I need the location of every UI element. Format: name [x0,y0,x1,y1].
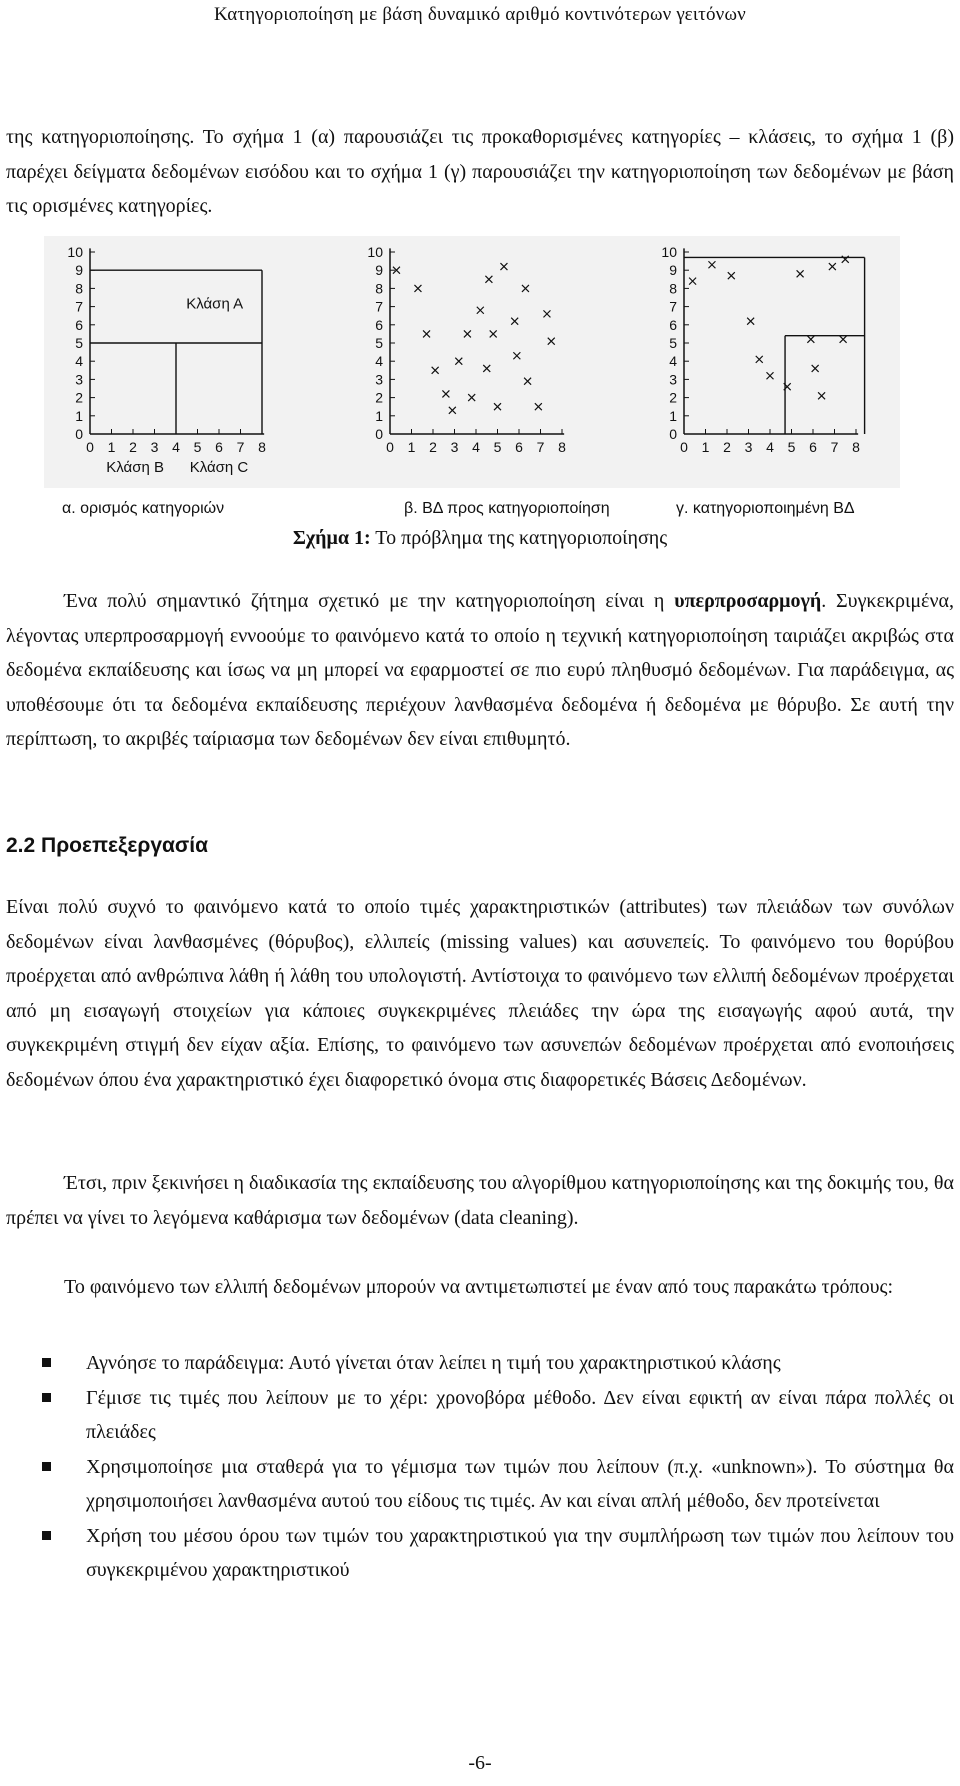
list-item [6,1346,954,1381]
y-tick-label: 3 [375,371,383,388]
running-header: Κατηγοριοποίηση με βάση δυναμικό αριθμό κοντινότερων γειτόνων [214,4,746,25]
y-tick-label: 4 [375,353,383,370]
bullet-square-icon [42,1462,51,1471]
y-tick-label: 3 [75,371,83,388]
preprocessing-paragraph: Είναι πολύ συχνό το φαινόμενο κατά το οποίο τιμές χαρακτηριστικών (attributes) των πλειάδων των συνόλων δεδομένων είναι λανθασμένες (θόρυβος), ελλιπείς (missing values) και ασυνεπείς. Το φαινόμενο του θορύβου προέρχεται από ανθρώπινα λάθη ή λάθη του υπολογιστή. Αντίστοιχα το φαινόμενο των ελλιπή δεδομένων προέρχεται από μη εισαγωγή στοιχείων για κάποιες συγκεκριμένες πλειάδες την ώρα της εισαγωγής αφού αυτά, την συγκεκριμένη στιγμή δεν είχαν αξία. Επίσης, το φαινόμενο των ασυνεπών δεδομένων προέρχεται από ενοποιήσεις δεδομένων όπου ένα χαρακτηριστικό έχει διαφορετικό όνομα στις διαφορετικές Βάσεις Δεδομένων. [6,896,954,1091]
data-point [840,336,847,343]
y-tick-label: 8 [75,280,83,297]
y-tick-label: 2 [75,389,83,406]
data-point [812,365,819,372]
y-tick-label: 0 [75,426,83,442]
figure-1-graphic [44,236,900,488]
x-tick-label: 3 [450,439,459,455]
data-point [455,358,462,365]
intro-paragraph: της κατηγοριοποίησης. Το σχήμα 1 (α) παρουσιάζει τις προκαθορισμένες κατηγορίες – κλάσεις, το σχήμα 1 (β) παρέχει δείγματα δεδομένων εισόδου και το σχήμα 1 (γ) παρουσιάζει την κατηγοριοποίηση των δεδομένων με βάση τις ορισμένες κατηγορίες. [6,126,954,217]
y-tick-label: 2 [375,389,383,406]
x-tick-label: 5 [787,439,796,455]
x-tick-label: 4 [472,439,480,455]
y-tick-label: 3 [669,371,677,388]
x-tick-label: 5 [193,439,202,455]
bullet-square-icon [42,1358,51,1367]
overfitting-term: υπερπροσαρμογή [674,590,822,612]
panel-b-input-data [367,244,566,455]
figure-title-label: Σχήμα 1: [292,527,371,549]
caption-panel-b: β. ΒΔ προς κατηγοριοποίηση [404,500,610,517]
y-tick-label: 0 [375,426,383,442]
y-tick-label: 9 [375,262,383,279]
data-point [513,352,520,359]
data-point [522,285,529,292]
section-heading: 2.2 Προεπεξεργασία [6,834,209,857]
data-point [535,403,542,410]
x-tick-label: 7 [830,439,839,455]
y-tick-label: 4 [669,353,677,370]
figure-title [0,527,960,550]
class-a-label: Κλάση Α [186,295,244,313]
panel-c-classified-data [661,244,864,455]
data-point [767,372,774,379]
data-point [464,330,471,337]
y-tick-label: 9 [669,262,677,279]
data-point [689,278,696,285]
class-b-label: Κλάση Β [106,459,165,476]
x-tick-label: 0 [680,439,688,455]
figure-title-text: Το πρόβλημα της κατηγοριοποίησης [370,527,668,549]
y-tick-label: 10 [367,244,383,260]
data-point [818,392,825,399]
x-tick-label: 8 [258,439,266,455]
y-tick-label: 8 [669,280,677,297]
y-tick-label: 5 [375,335,383,351]
y-tick-label: 6 [75,316,83,333]
data-point [432,367,439,374]
data-point [414,285,421,292]
data-point [543,310,550,317]
data-point [485,276,492,283]
data-point [490,330,497,337]
figure-1 [44,236,900,488]
data-point [728,272,735,279]
x-tick-label: 5 [493,439,502,455]
x-tick-label: 2 [129,439,137,455]
y-tick-label: 2 [669,389,677,406]
list-item-text: Αγνόησε το παράδειγμα: Αυτό γίνεται όταν λείπει η τιμή του χαρακτηριστικού κλάσης [86,1352,781,1374]
data-point [442,390,449,397]
list-item [6,1381,954,1450]
y-tick-label: 7 [669,298,677,315]
data-point [477,307,484,314]
y-tick-label: 10 [661,244,677,260]
x-tick-label: 3 [744,439,753,455]
data-point [511,318,518,325]
y-tick-label: 4 [75,353,83,370]
x-tick-label: 2 [723,439,731,455]
data-point [747,318,754,325]
x-tick-label: 0 [86,439,94,455]
list-item-text: Χρήση του μέσου όρου των τιμών του χαρακτηριστικού για την συμπλήρωση των τιμών που λείπουν του συγκεκριμένου χαρακτηριστικού [86,1524,954,1581]
x-tick-label: 8 [852,439,860,455]
y-tick-label: 1 [669,407,677,424]
y-tick-label: 7 [75,298,83,315]
data-point [548,338,555,345]
caption-panel-a: α. ορισμός κατηγοριών [62,500,225,517]
list-item-text: Γέμισε τις τιμές που λείπουν με το χέρι: χρονοβόρα μέθοδο. Δεν είναι εφικτή αν είναι πάρα πολλές οι πλειάδες [86,1386,954,1443]
page-number: -6- [468,1752,492,1774]
list-item [6,1519,954,1588]
data-point [829,263,836,270]
data-point [468,394,475,401]
data-point [524,378,531,385]
y-tick-label: 8 [375,280,383,297]
x-tick-label: 3 [150,439,159,455]
data-point [483,365,490,372]
x-tick-label: 6 [515,439,523,455]
y-tick-label: 7 [375,298,383,315]
missing-values-list [6,1346,954,1588]
bullet-square-icon [42,1531,51,1540]
x-tick-label: 8 [558,439,566,455]
overfitting-paragraph [6,584,954,757]
x-tick-label: 4 [766,439,774,455]
list-item-text: Χρησιμοποίησε μια σταθερά για το γέμισμα των τιμών που λείπουν (π.χ. «unknown»). Το σύστημα θα χρησιμοποιήσει λανθασμένα αυτού του είδους τις τιμές. Αν και είναι απλή μέθοδο, δεν προτείνεται [86,1455,954,1512]
list-item [6,1450,954,1519]
data-point [449,407,456,414]
data-point [423,330,430,337]
x-tick-label: 7 [536,439,545,455]
data-point [797,270,804,277]
x-tick-label: 0 [386,439,394,455]
x-tick-label: 7 [236,439,245,455]
x-tick-label: 1 [407,439,416,455]
y-tick-label: 0 [669,426,677,442]
data-point [494,403,501,410]
y-tick-label: 6 [375,316,383,333]
class-c-label: Κλάση C [189,459,249,476]
x-tick-label: 2 [429,439,437,455]
data-cleaning-paragraph: Έτσι, πριν ξεκινήσει η διαδικασία της εκπαίδευσης του αλγορίθμου κατηγοριοποίησης και της δοκιμής του, θα πρέπει να γίνει το λεγόμενα καθάρισμα των δεδομένων (data cleaning). [6,1172,954,1229]
data-point [708,261,715,268]
bullet-square-icon [42,1393,51,1402]
y-tick-label: 1 [375,407,383,424]
y-tick-label: 5 [75,335,83,351]
x-tick-label: 6 [809,439,817,455]
data-point [807,336,814,343]
data-point [500,263,507,270]
y-tick-label: 10 [67,244,83,260]
panel-a-definition [67,244,266,476]
x-tick-label: 1 [107,439,116,455]
overfitting-lead: Ένα πολύ σημαντικό ζήτημα σχετικό με την κατηγοριοποίηση είναι η [64,590,675,612]
x-tick-label: 6 [215,439,223,455]
y-tick-label: 6 [669,316,677,333]
y-tick-label: 5 [669,335,677,351]
caption-panel-c: γ. κατηγοριοποιημένη ΒΔ [676,500,855,517]
x-tick-label: 4 [172,439,180,455]
missing-values-paragraph: Το φαινόμενο των ελλιπή δεδομένων μπορούν να αντιμετωπιστεί με έναν από τους παρακάτω τρόπους: [64,1276,894,1298]
y-tick-label: 9 [75,262,83,279]
overfitting-rest: . Συγκεκριμένα, λέγοντας υπερπροσαρμογή εννοούμε το φαινόμενο κατά το οποίο η τεχνική κατηγοριοποίηση ταιριάζει ακριβώς στα δεδομένα εκπαίδευσης και ίσως να μη μπορεί να εφαρμοστεί σε πιο ευρύ πληθυσμό δεδομένων. Για παράδειγμα, ας υποθέσουμε ότι τα δεδομένα εκπαίδευσης περιέχουν λανθασμένα δεδομένα ή δεδομένα με θόρυβο. Σε αυτή την περίπτωση, το ακριβές ταίριασμα των δεδομένων δεν είναι επιθυμητό. [6,590,954,750]
x-tick-label: 1 [701,439,710,455]
data-point [756,356,763,363]
y-tick-label: 1 [75,407,83,424]
